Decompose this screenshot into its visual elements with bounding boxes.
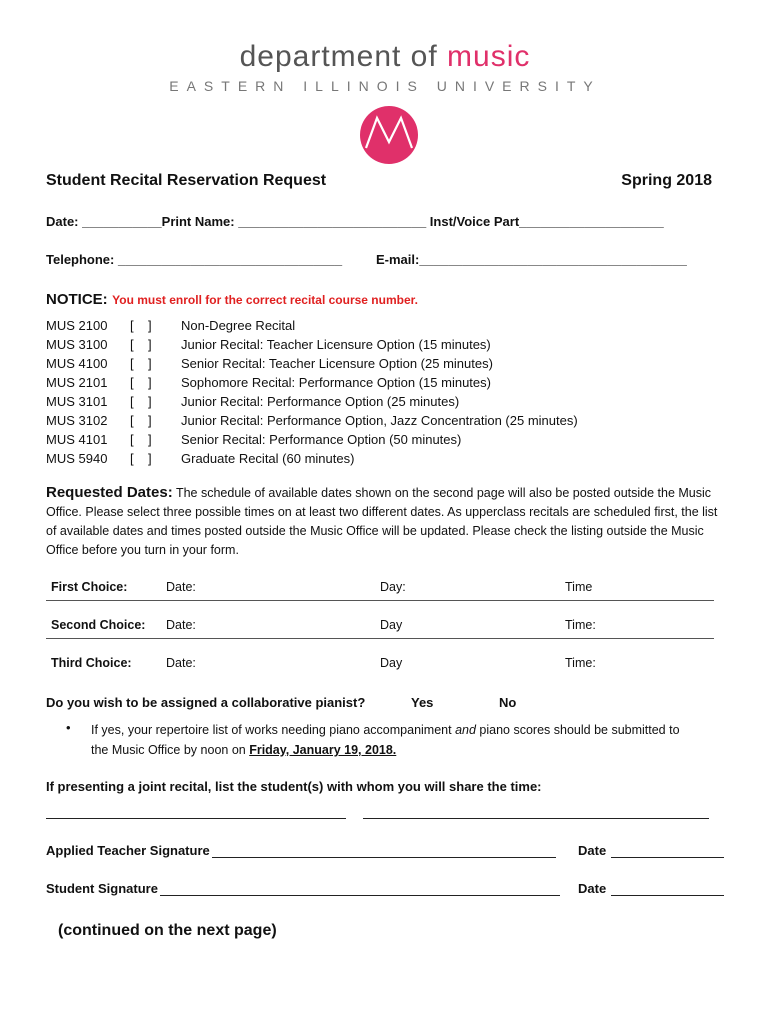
pianist-note-text-2: piano scores should be submitted to the Music Office by noon on (91, 723, 680, 757)
course-desc: Junior Recital: Teacher Licensure Option (15 minutes) (181, 337, 491, 352)
student-signature-label: Student Signature (46, 881, 158, 896)
choice-day: Day (380, 656, 403, 670)
department-title (0, 40, 770, 74)
choice-label: Third Choice: (51, 656, 132, 670)
course-row (46, 413, 686, 432)
choice-date: Date: (166, 618, 196, 632)
teacher-date-line[interactable] (611, 857, 724, 858)
course-code: MUS 4100 (46, 356, 108, 371)
choice-day: Day: (380, 580, 406, 594)
pianist-deadline: Friday, January 19, 2018. (249, 743, 397, 757)
teacher-date-label: Date (578, 843, 607, 858)
second-choice-row[interactable] (46, 616, 714, 639)
course-code: MUS 2100 (46, 318, 108, 333)
course-code: MUS 3100 (46, 337, 108, 352)
student-date-line[interactable] (611, 895, 724, 896)
course-checkbox[interactable]: [ ] (130, 318, 152, 333)
pianist-question: Do you wish to be assigned a collaborative pianist? (46, 695, 366, 710)
course-desc: Non-Degree Recital (181, 318, 296, 333)
course-checkbox[interactable]: [ ] (130, 451, 152, 466)
student-signature-line[interactable] (160, 895, 560, 896)
student-date-label: Date (578, 881, 607, 896)
course-checkbox[interactable]: [ ] (130, 375, 152, 390)
pianist-note (91, 720, 691, 760)
course-desc: Senior Recital: Performance Option (50 minutes) (181, 432, 462, 447)
first-choice-row[interactable] (46, 578, 714, 601)
choice-time: Time: (565, 656, 596, 670)
course-checkbox[interactable]: [ ] (130, 413, 152, 428)
email-field[interactable]: E-mail:_____________________________________ (376, 252, 687, 267)
teacher-signature-label: Applied Teacher Signature (46, 843, 210, 858)
course-code: MUS 4101 (46, 432, 108, 447)
info-line-date-name-part[interactable]: Date: ___________Print Name: __________________________ Inst/Voice Part____________________ (46, 214, 664, 229)
department-title-text: department of (239, 40, 448, 73)
choice-date: Date: (166, 580, 196, 594)
course-checkbox[interactable]: [ ] (130, 356, 152, 371)
course-row (46, 394, 686, 413)
course-row (46, 356, 686, 375)
course-desc: Junior Recital: Performance Option, Jazz Concentration (25 minutes) (181, 413, 578, 428)
course-desc: Junior Recital: Performance Option (25 minutes) (181, 394, 460, 409)
notice-text: You must enroll for the correct recital course number. (112, 293, 418, 307)
course-checkbox[interactable]: [ ] (130, 337, 152, 352)
choice-time: Time (565, 580, 593, 594)
choice-day: Day (380, 618, 403, 632)
pianist-no-option[interactable]: No (499, 695, 517, 710)
teacher-signature-line[interactable] (212, 857, 556, 858)
telephone-field[interactable]: Telephone: _______________________________ (46, 252, 343, 267)
course-desc: Sophomore Recital: Performance Option (15 minutes) (181, 375, 491, 390)
pianist-note-italic: and (455, 723, 476, 737)
course-row (46, 318, 686, 337)
form-title: Student Recital Reservation Request (46, 172, 327, 189)
third-choice-row[interactable] (46, 654, 714, 676)
continued-note: (continued on the next page) (58, 922, 277, 939)
requested-dates-heading: Requested Dates: (46, 484, 173, 501)
course-code: MUS 5940 (46, 451, 108, 466)
form-term: Spring 2018 (621, 172, 712, 189)
course-row (46, 375, 686, 394)
joint-student-line-2[interactable] (363, 818, 709, 819)
course-row (46, 451, 686, 470)
choice-date: Date: (166, 656, 196, 670)
course-desc: Graduate Recital (60 minutes) (181, 451, 355, 466)
m-circle-logo-icon (358, 104, 420, 166)
joint-student-line-1[interactable] (46, 818, 346, 819)
choice-time: Time: (565, 618, 596, 632)
choice-label: Second Choice: (51, 618, 146, 632)
choice-label: First Choice: (51, 580, 128, 594)
joint-recital-question: If presenting a joint recital, list the student(s) with whom you will share the time: (46, 779, 542, 794)
pianist-note-text: If yes, your repertoire list of works needing piano accompaniment (91, 723, 456, 737)
requested-dates-paragraph (46, 483, 720, 560)
university-name: EASTERN ILLINOIS UNIVERSITY (169, 78, 601, 94)
bullet-icon: • (66, 720, 71, 735)
course-code: MUS 3102 (46, 413, 108, 428)
course-row (46, 432, 686, 451)
pianist-yes-option[interactable]: Yes (411, 695, 434, 710)
course-row (46, 337, 686, 356)
department-title-accent: music (447, 40, 531, 73)
notice-heading: NOTICE: (46, 291, 108, 308)
notice (46, 291, 418, 309)
requested-dates-text: The schedule of available dates shown on the second page will also be posted outside the Music Office. Please select three possible times on at least two different dates. As upperclass recitals are scheduled first, the list of available dates and times posted outside the Music Office will be updated. Please check the listing outside the Music Office before you turn in your form. (46, 486, 718, 557)
course-desc: Senior Recital: Teacher Licensure Option (25 minutes) (181, 356, 493, 371)
course-checkbox[interactable]: [ ] (130, 432, 152, 447)
course-checkbox[interactable]: [ ] (130, 394, 152, 409)
course-code: MUS 2101 (46, 375, 108, 390)
course-code: MUS 3101 (46, 394, 108, 409)
